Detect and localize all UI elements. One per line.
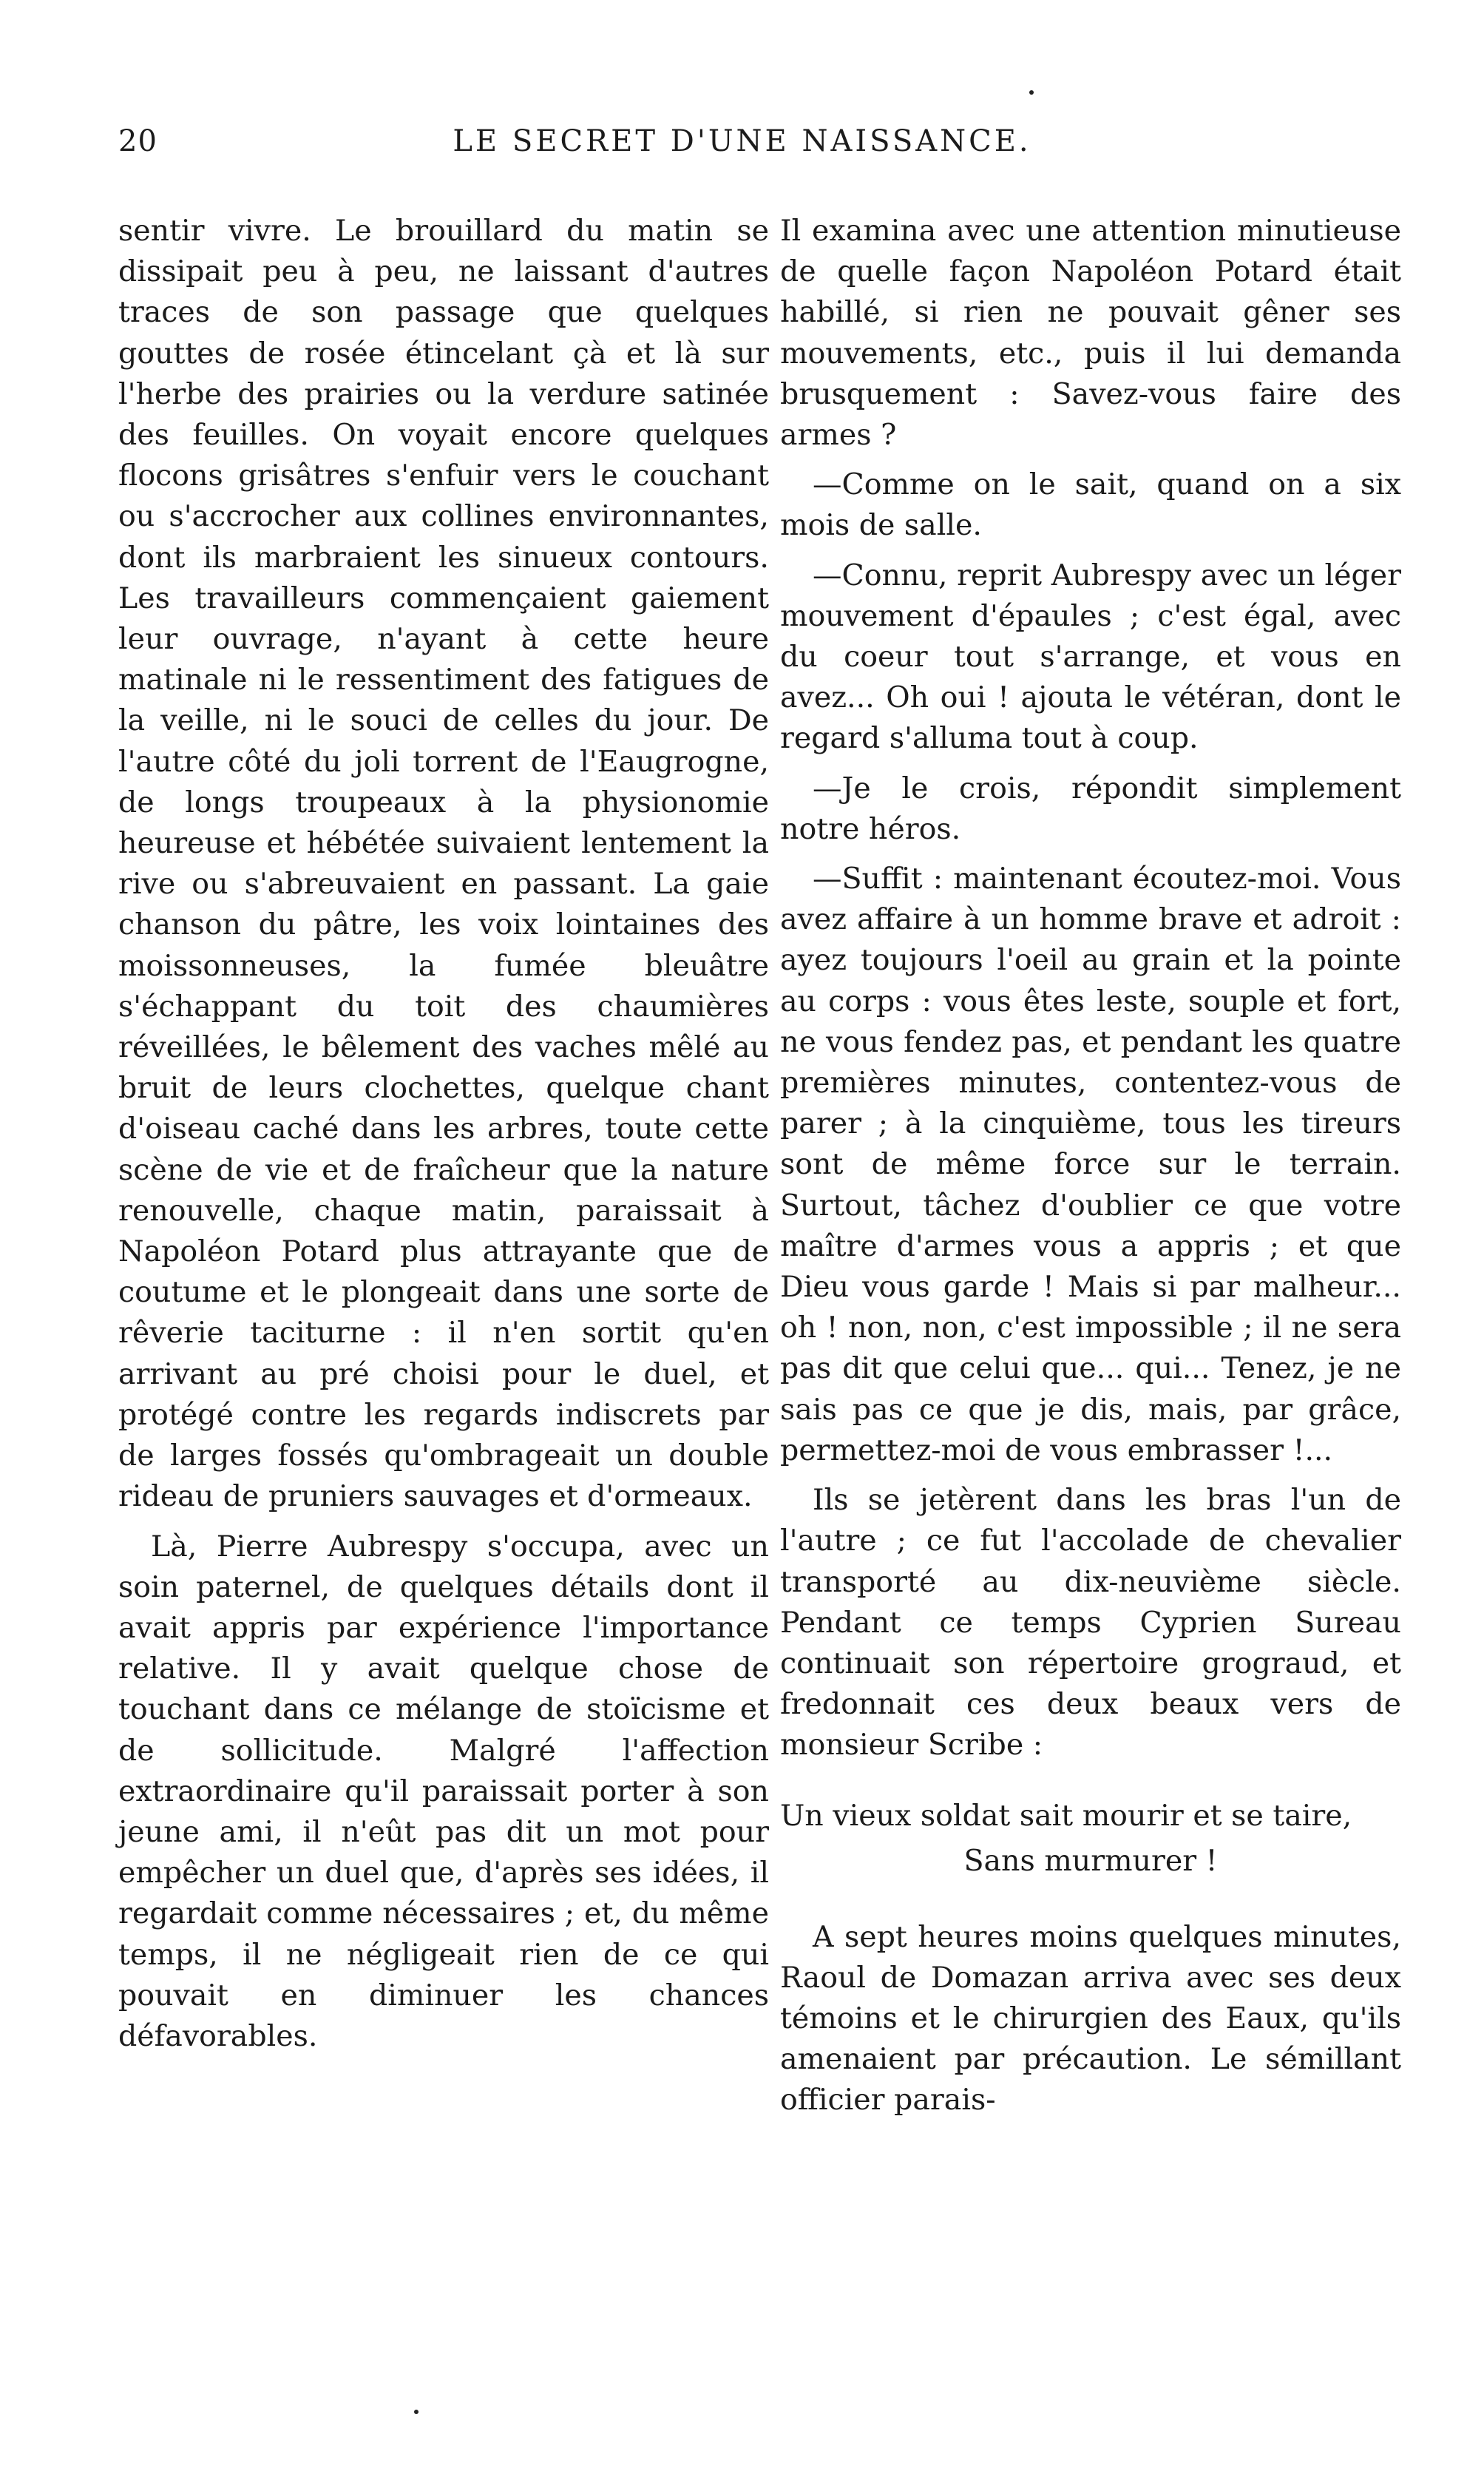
dialogue-line: —Connu, reprit Aubrespy avec un léger mouvement d'épaules ; c'est égal, avec du coeur tout s'arrange, et vous en avez... Oh oui ! ajouta le vétéran, dont le regard s'alluma tout à coup. — [780, 558, 1401, 756]
paragraph: Là, Pierre Aubrespy s'occupa, avec un soin paternel, de quelques détails dont il avait appris par expérience l'importance relative. Il y avait quelque chose de touchant dans ce mélange de stoïcisme et de sollicitude. Malgré l'affection extraordinaire qu'il paraissait porter à son jeune ami, il n'eût pas dit un mot pour empêcher un duel que, d'après ses idées, il regardait comme nécessaires ; et, du même temps, il ne négligeait rien de ce qui pouvait en diminuer les chances défavorables. — [118, 1529, 769, 2053]
page-number: 20 — [118, 124, 157, 158]
paragraph: A sept heures moins quelques minutes, Raoul de Domazan arriva avec ses deux témoins et le chirurgien des Eaux, qu'ils amenaient par précaution. Le sémillant officier parais- — [780, 1919, 1401, 2118]
print-speck — [1029, 90, 1034, 95]
running-title: LE SECRET D'UNE NAISSANCE. — [453, 124, 1031, 158]
verse-line: Sans murmurer ! — [963, 1843, 1218, 1878]
right-column — [780, 211, 1401, 2121]
verse-line: Un vieux soldat sait mourir et se taire, — [780, 1798, 1352, 1833]
verse-quote — [780, 1796, 1401, 1882]
left-column — [118, 211, 769, 2057]
paragraph: Il examina avec une attention minutieuse de quelle façon Napoléon Potard était habillé, si rien ne pouvait gêner ses mouvements, etc., puis il lui demanda brusquement : Savez-vous faire des armes ? — [780, 214, 1401, 453]
paragraph: sentir vivre. Le brouillard du matin se dissipait peu à peu, ne laissant d'autres traces de son passage que quelques gouttes de rosée étincelant çà et là sur l'herbe des prairies ou la verdure satinée des feuilles. On voyait encore quelques flocons grisâtres s'enfuir vers le couchant ou s'accrocher aux collines environnantes, dont ils marbraient les sinueux contours. Les travailleurs commençaient gaiement leur ouvrage, n'ayant à cette heure matinale ni le ressentiment des fatigues de la veille, ni le souci de celles du jour. De l'autre côté du joli torrent de l'Eaugrogne, de longs troupeaux à la physionomie heureuse et hébétée suivaient lentement la rive ou s'abreuvaient en passant. La gaie chanson du pâtre, les voix lointaines des moissonneuses, la fumée bleuâtre s'échappant du toit des chaumières réveillées, le bêlement des vaches mêlé au bruit de leurs clochettes, quelque chant d'oiseau caché dans les arbres, toute cette scène de vie et de fraîcheur que la nature renouvelle, chaque matin, paraissait à Napoléon Potard plus attrayante que de coutume et le plongeait dans une sorte de rêverie taciturne : il n'en sortit qu'en arrivant au pré choisi pour le duel, et protégé contre les regards indiscrets par de larges fossés qu'ombrageait un double rideau de pruniers sauvages et d'ormeaux. — [118, 214, 769, 1514]
print-speck — [414, 2410, 419, 2414]
dialogue-line: —Suffit : maintenant écoutez-moi. Vous avez affaire à un homme brave et adroit : ayez toujours l'oeil au grain et la pointe au corps : vous êtes leste, souple et fort, ne vous fendez pas, et pendant les quatre premières minutes, contentez-vous de parer ; à la cinquième, tous les tireurs sont de même force sur le terrain. Surtout, tâchez d'oublier ce que votre maître d'armes vous a appris ; et que Dieu vous garde ! Mais si par malheur... oh ! non, non, c'est impossible ; il ne sera pas dit que celui que... qui... Tenez, je ne sais pas ce que je dis, mais, par grâce, permettez-moi de vous embrasser !... — [780, 862, 1401, 1467]
dialogue-line: —Comme on le sait, quand on a six mois de salle. — [780, 467, 1401, 543]
running-header — [0, 124, 1484, 169]
paragraph: Ils se jetèrent dans les bras l'un de l'autre ; ce fut l'accolade de chevalier transporté au dix-neuvième siècle. Pendant ce temps Cyprien Sureau continuait son répertoire grograud, et fredonnait ces deux beaux vers de monsieur Scribe : — [780, 1483, 1401, 1762]
dialogue-line: —Je le crois, répondit simplement notre héros. — [780, 771, 1401, 846]
